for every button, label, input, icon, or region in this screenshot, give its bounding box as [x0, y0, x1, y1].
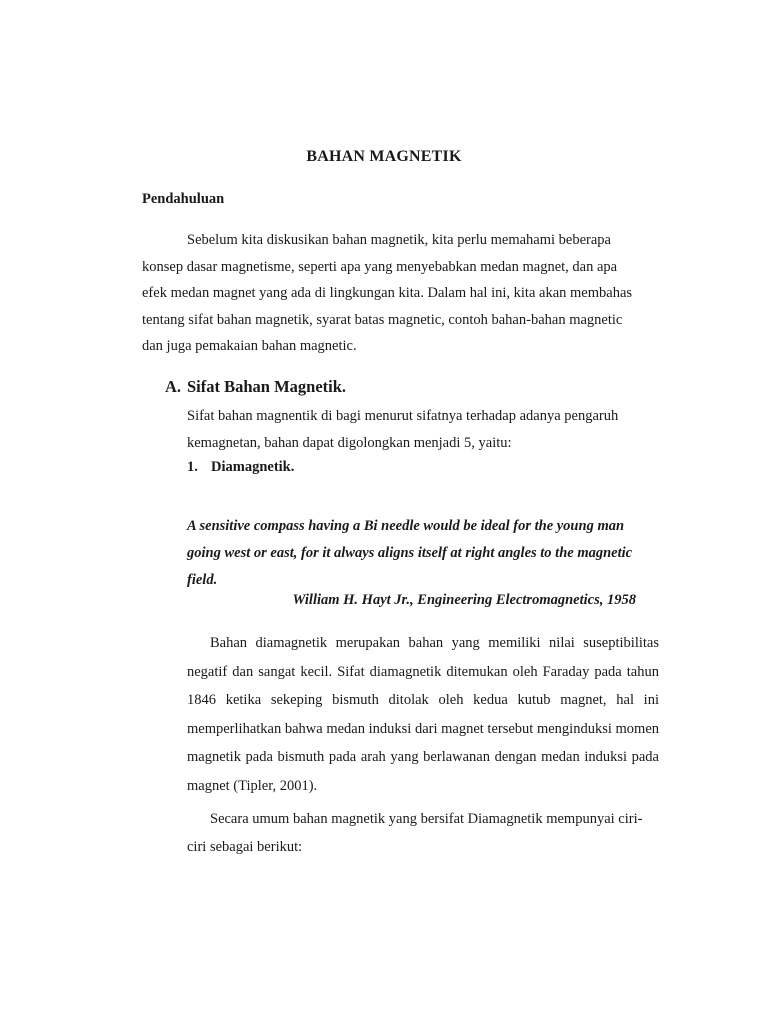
quote-text: A sensitive compass having a Bi needle would be ideal for the young man going west or east, for it always aligns itself at right angles to the magnetic field.	[187, 518, 633, 588]
subsection-1-title: Diamagnetik.	[211, 459, 295, 475]
section-a-marker: A.	[165, 377, 182, 396]
diamagnetic-paragraph-text: Bahan diamagnetik merupakan bahan yang memiliki nilai suseptibilitas negatif dan sangat kecil. Sifat diamagnetik ditemukan oleh Faraday pada tahun 1846 ketika sekeping bismuth ditolak oleh kedua kutub magnet, hal ini memperlihatkan bahwa medan induksi dari magnet tersebut menginduksi momen magnetik pada bismuth pada arah yang berlawanan dengan medan induksi pada magnet (Tipler, 2001).	[187, 635, 659, 794]
quote-source: William H. Hayt Jr., Engineering Electromagnetics, 1958	[292, 592, 636, 608]
characteristics-paragraph	[187, 805, 659, 861]
section-a-heading	[165, 377, 346, 397]
section-a-title: Sifat Bahan Magnetik.	[187, 377, 347, 396]
subsection-1-heading	[187, 459, 294, 476]
diamagnetic-paragraph	[187, 629, 659, 800]
characteristics-paragraph-text: Secara umum bahan magnetik yang bersifat Diamagnetik mempunyai ciri-ciri sebagai berikut:	[187, 811, 643, 855]
intro-heading: Pendahuluan	[142, 191, 225, 207]
intro-text: Sebelum kita diskusikan bahan magnetik, kita perlu memahami beberapa konsep dasar magnetisme, seperti apa yang menyebabkan medan magnet, dan apa efek medan magnet yang ada di lingkungan kita. Dalam hal ini, kita akan membahas tentang sifat bahan magnetik, syarat batas magnetic, contoh bahan-bahan magnetic dan juga pemakaian bahan magnetic.	[142, 232, 633, 354]
page-title: BAHAN MAGNETIK	[306, 148, 462, 165]
subsection-1-number: 1.	[187, 459, 198, 475]
section-a-text: Sifat bahan magnentik di bagi menurut sifatnya terhadap adanya pengaruh kemagnetan, bahan dapat digolongkan menjadi 5, yaitu:	[187, 408, 619, 451]
intro-paragraph	[142, 227, 642, 360]
